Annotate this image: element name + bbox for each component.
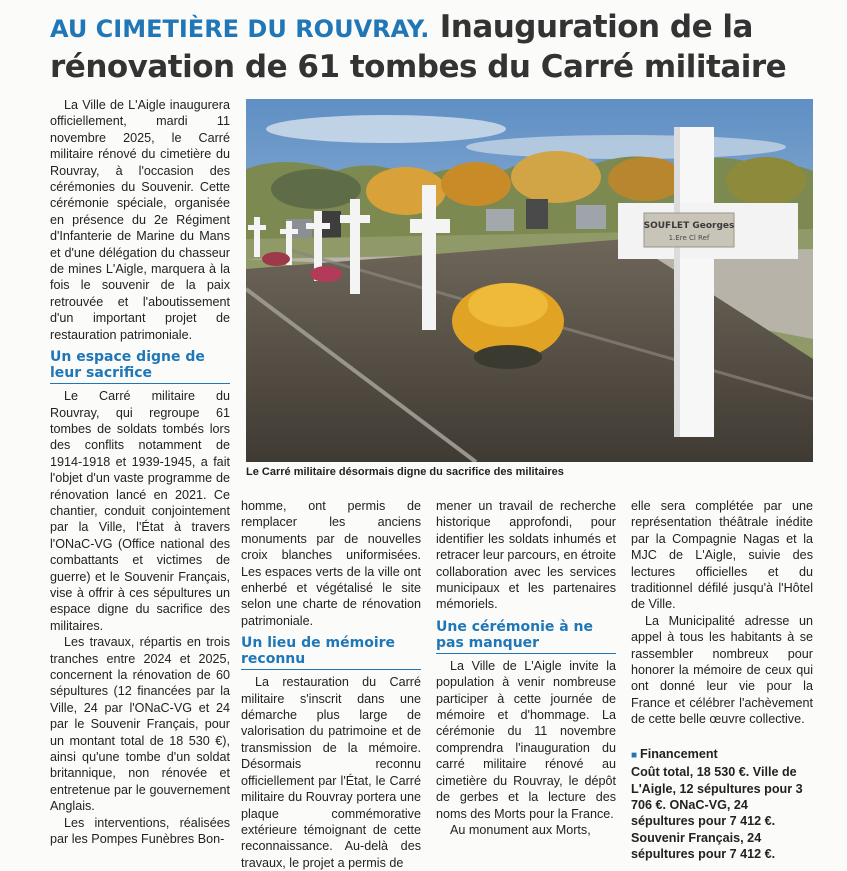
headline-title: Inauguration de la rénovation de 61 tombes du Carré militaire	[50, 9, 787, 85]
paragraph: La Ville de L'Aigle invite la population à venir nombreuse participer à cette journée de mémoire et d'hommage. La cérémonie du 11 novembre comprendra l'inauguration du carré militaire rénové au cimetière du Rouvray, le dépôt de gerbes et la lecture des noms des Morts pour la France.	[436, 658, 616, 821]
paragraph: Au monument aux Morts,	[450, 822, 591, 837]
paragraph: La restauration du Carré militaire s'inscrit dans une démarche plus large de valorisation du patrimoine et de transmission de la mémoire. Désormais reconnu officiellement par l'État, le Carré militaire du Rouvray portera une plaque commémorative extérieure témoignant de cette reconnaissance. Au-delà des travaux, le projet a permis de	[241, 675, 421, 870]
photo-caption: Le Carré militaire désormais digne du sacrifice des militaires	[246, 466, 564, 478]
paragraph: Le Carré militaire du Rouvray, qui regroupe 61 tombes de soldats tombés lors des conflits notamment de 1914-1918 et 1939-1945, a fait l'objet d'un vaste programme de rénovation lancé en 2021. Ce chantier, conduit conjointement par la Ville, l'État à travers l'ONaC-VG (Office national des combattants et victimes de guerre) et le Souvenir Français, vise à offrir à ces sépultures un espace digne du sacrifice des militaires.	[50, 389, 230, 633]
intro-paragraph: La Ville de L'Aigle inaugurera officiellement, mardi 11 novembre 2025, le Carré militaire rénové du cimetière du Rouvray, à l'occasion des cérémonies du Souvenir. Cette cérémonie spéciale, organisée en présence du 2e Régiment d'Infanterie de Marine du Mans et d'une délégation du chasseur de mines L'Aigle, marquera à la fois le souvenir de la paix retrouvée et l'aboutissement d'un important projet de restauration patrimoniale.	[50, 98, 230, 342]
paragraph: elle sera complétée par une représentation théâtrale inédite par la Compagnie Nagas et la MJC de L'Aigle, suivie des lectures officielles et du traditionnel défilé jusqu'à l'Hôtel de Ville.	[631, 499, 813, 612]
paragraph: La Municipalité adresse un appel à tous les habitants à se rassembler nombreux pour honorer la mémoire de ceux qui ont donné leur vie pour la France et célébrer l'achèvement de cette belle œuvre collective.	[631, 613, 813, 727]
plaque-line: 1.Ere Cl Ref	[668, 234, 710, 242]
square-bullet-icon: ■	[631, 749, 638, 761]
paragraph: homme, ont permis de remplacer les anciens monuments par de nouvelles croix blanches uniformisées. Les espaces verts de la ville ont enherbé et végétalisé le site selon une charte de rénovation patrimoniale.	[241, 499, 421, 628]
paragraph: Les travaux, répartis en trois tranches entre 2024 et 2025, concernent la rénovation de 60 sépultures (12 financées par la Ville, 24 par l'ONaC-VG et 24 par le Souvenir Français, pour un montant total de 18 530 €), ainsi qu'une tombe d'un soldat britannique, non rénovée et entretenue par le gouvernement Anglais.	[50, 635, 230, 814]
headline-kicker: AU CIMETIÈRE DU ROUVRAY.	[50, 15, 430, 43]
funding-box	[631, 746, 813, 863]
column-2	[241, 498, 421, 871]
plaque-name: SOUFLET Georges	[643, 221, 735, 231]
paragraph: Les interventions, réalisées par les Pompes Funèbres Bon-	[50, 815, 230, 847]
cemetery-photo-svg	[246, 99, 813, 462]
paragraph: mener un travail de recherche historique approfondi, pour identifier les soldats inhumés et retracer leur parcours, en étroite collaboration avec les services municipaux et les partenaires mémoriels.	[436, 499, 616, 612]
funding-text: Coût total, 18 530 €. Ville de L'Aigle, 12 sépultures pour 3 706 €. ONaC-VG, 24 sépultures pour 7 412 €. Souvenir Français, 24 sépultures pour 7 412 €.	[631, 765, 803, 862]
headline	[50, 8, 830, 86]
subhead-lieu-memoire: Un lieu de mémoire reconnu	[241, 635, 421, 670]
subhead-ceremonie: Une cérémonie à ne pas manquer	[436, 619, 616, 654]
column-4	[631, 498, 813, 863]
cemetery-photo	[246, 99, 813, 462]
subhead-espace-digne: Un espace digne de leur sacrifice	[50, 349, 230, 384]
column-3	[436, 498, 616, 838]
funding-title: ■ Financement	[631, 746, 718, 761]
column-1	[50, 97, 230, 847]
